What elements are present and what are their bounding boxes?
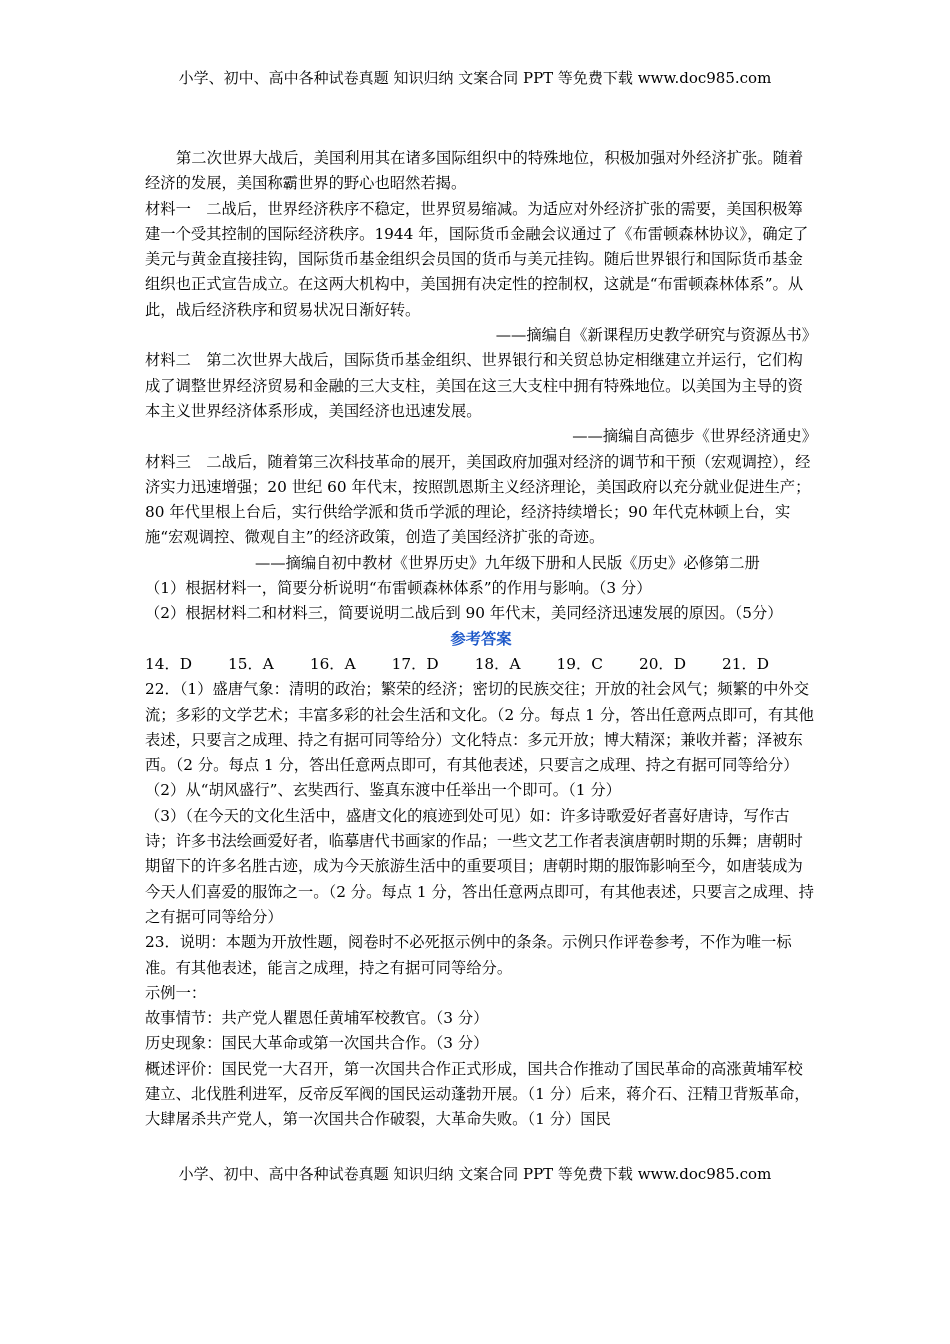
choice-answer: 16．A xyxy=(309,654,356,673)
choice-answer: 20．D xyxy=(638,654,686,673)
material-2: 材料二 第二次世界大战后，国际货币基金组织、世界银行和关贸总协定相继建立并运行，它们构成了调整世界经济贸易和金融的三大支柱，美国在这三大支柱中拥有特殊地位。以美国为主导的资本主义世界经济体系形成，美国经济也迅速发展。 xyxy=(145,351,803,420)
question-2: （2）根据材料二和材料三，简要说明二战后到 90 年代末，美同经济迅速发展的原因。（5分） xyxy=(145,604,783,623)
example-heading: 示例一： xyxy=(145,983,207,1002)
choice-answer: 18．A xyxy=(474,654,521,673)
choice-answer: 14．D xyxy=(145,654,193,673)
answer-23-note: 23．说明：本题为开放性题，阅卷时不必死抠示例中的条条。示例只作评卷参考，不作为唯一标准。有其他表述，能言之成理，持之有据可同等给分。 xyxy=(145,933,792,977)
choice-answers xyxy=(145,652,817,677)
evaluation: 概述评价：国民党一大召开，第一次国共合作正式形成，国共合作推动了国民革命的高涨黄埔军校建立、北伐胜利进军，反帝反军阀的国民运动蓬勃开展。（1 分）后来，蒋介石、汪精卫背叛革命，大肆屠杀共产党人，第一次国共合作破裂，大革命失败。（1 分）国民 xyxy=(145,1059,810,1129)
answer-22-part-1: 22．（1）盛唐气象：清明的政治；繁荣的经济；密切的民族交往；开放的社会风气；频繁的中外交流；多彩的文学艺术；丰富多彩的社会生活和文化。（2 分。每点 1 分，答出任意两点即可，有其他表述，只要言之成理、持之有据可同等给分）文化特点：多元开放；博大精深；兼收并蓄；泽被东西。（2 分。每点 1 分，答出任意两点即可，有其他表述，只要言之成理、持之有据可同等给分） xyxy=(145,680,814,775)
source-2: ——摘编自高德步《世界经济通史》 xyxy=(572,427,817,446)
historical-phenomenon: 历史现象：国民大革命或第一次国共合作。（3 分） xyxy=(145,1034,489,1053)
source-3: ——摘编自初中教材《世界历史》九年级下册和人民版《历史》必修第二册 xyxy=(255,553,760,572)
choice-answer: 19．C xyxy=(556,654,603,673)
answer-title: 参考答案 xyxy=(450,629,512,648)
choice-answer: 21．D xyxy=(722,654,770,673)
page-header: 小学、初中、高中各种试卷真题 知识归纳 文案合同 PPT 等免费下载 www.doc985.com xyxy=(178,69,772,87)
material-1: 材料一 二战后，世界经济秩序不稳定，世界贸易缩减。为适应对外经济扩张的需要，美国积极筹建一个受其控制的国际经济秩序。1944 年，国际货币金融会议通过了《布雷顿森林协议》，确定了美元与黄金直接挂钩，国际货币基金组织会员国的货币与美元挂钩。随后世界银行和国际货币基金组织也正式宣告成立。在这两大机构中，美国拥有决定性的控制权，这就是“布雷顿森林体系”。从此，战后经济秩序和贸易状况日渐好转。 xyxy=(145,199,809,319)
story-plot: 故事情节：共产党人瞿恩任黄埔军校教官。（3 分） xyxy=(145,1009,489,1028)
intro-paragraph: 第二次世界大战后，美国利用其在诸多国际组织中的特殊地位，积极加强对外经济扩张。随着经济的发展，美国称霸世界的野心也昭然若揭。 xyxy=(145,149,804,193)
source-1: ——摘编自《新课程历史教学研究与资源丛书》 xyxy=(495,326,817,345)
answer-22-part-2: （2）从“胡风盛行”、玄奘西行、鉴真东渡中任举出一个即可。（1 分） xyxy=(145,781,621,800)
question-1: （1）根据材料一，简要分析说明“布雷顿森林体系”的作用与影响。（3 分） xyxy=(145,579,652,598)
answer-22-part-3: （3）（在今天的文化生活中，盛唐文化的痕迹到处可见）如：许多诗歌爱好者喜好唐诗，写作古诗；许多书法绘画爱好者，临摹唐代书画家的作品；一些文艺工作者表演唐朝时期的乐舞；唐朝时期留下的许多名胜古迹，成为今天旅游生活中的重要项目；唐朝时期的服饰影响至今，如唐装成为今天人们喜爱的服饰之一。（2 分。每点 1 分，答出任意两点即可，有其他表述，只要言之成理、持之有据可同等给分） xyxy=(145,806,814,926)
material-3: 材料三 二战后，随着第三次科技革命的展开，美国政府加强对经济的调节和干预（宏观调控），经济实力迅速增强；20 世纪 60 年代末，按照凯恩斯主义经济理论，美国政府以充分就业促进生产；80 年代里根上台后，实行供给学派和货币学派的理论，经济持续增长；90 年代克林顿上台，实施“宏观调控、微观自主”的经济政策，创造了美国经济扩张的奇迹。 xyxy=(145,452,811,547)
document-body xyxy=(145,146,817,1133)
choice-answer: 17．D xyxy=(391,654,439,673)
choice-answer: 15．A xyxy=(228,654,274,673)
page-footer: 小学、初中、高中各种试卷真题 知识归纳 文案合同 PPT 等免费下载 www.doc985.com xyxy=(178,1165,772,1183)
